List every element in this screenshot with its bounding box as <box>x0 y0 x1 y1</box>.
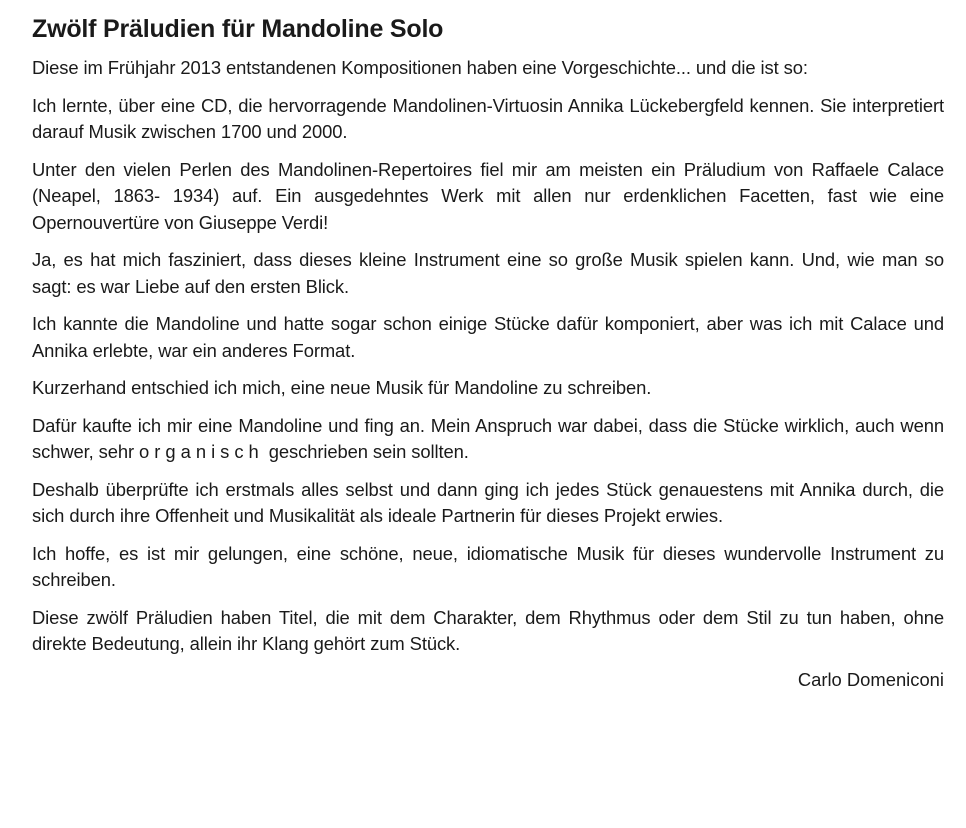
paragraph-titles: Diese zwölf Präludien haben Titel, die mit dem Charakter, dem Rhythmus oder dem Stil zu tun haben, ohne direkte Bedeutung, allein ihr Klang gehört zum Stück. <box>32 606 944 654</box>
paragraph-fascination: Ja, es hat mich fasziniert, dass dieses kleine Instrument eine so große Musik spielen kann. Und, wie man so sagt: es war Liebe auf den ersten Blick. <box>32 249 944 297</box>
author-signature: Carlo Domeniconi <box>797 668 944 690</box>
paragraph-organic <box>32 413 944 466</box>
paragraph-calace: Unter den vielen Perlen des Mandolinen-Repertoires fiel mir am meisten ein Präludium von Raffaele Calace (Neapel, 1863- 1934) auf. Ein ausgedehntes Werk mit allen nur erdenklichen Facetten, fast wie eine Opernouvertüre von Giuseppe Verdi! <box>32 158 944 233</box>
paragraph-intro: Diese im Frühjahr 2013 entstandenen Kompositionen haben eine Vorgeschichte... und die ist so: <box>32 57 808 78</box>
paragraph-review: Deshalb überprüfte ich erstmals alles selbst und dann ging ich jedes Stück genauestens mit Annika durch, die sich durch ihre Offenheit und Musikalität als ideale Partnerin für dieses Projekt erwies. <box>32 478 944 526</box>
spaced-word-organisch: organisch <box>139 441 264 462</box>
paragraph-decision: Kurzerhand entschied ich mich, eine neue Musik für Mandoline zu schreiben. <box>32 377 652 398</box>
paragraph-cd: Ich lernte, über eine CD, die hervorragende Mandolinen-Virtuosin Annika Lückebergfeld kennen. Sie interpretiert darauf Musik zwischen 1700 und 2000. <box>32 94 944 142</box>
paragraph-organic-after: geschrieben sein sollten. <box>263 441 469 462</box>
paragraph-organic-before: Dafür kaufte ich mir eine Mandoline und fing an. Mein Anspruch war dabei, dass die Stücke wirklich, auch wenn schwer, sehr <box>32 414 944 462</box>
document-title: Zwölf Präludien für Mandoline Solo <box>32 15 444 43</box>
paragraph-hope: Ich hoffe, es ist mir gelungen, eine schöne, neue, idiomatische Musik für dieses wundervolle Instrument zu schreiben. <box>32 542 944 590</box>
paragraph-format: Ich kannte die Mandoline und hatte sogar schon einige Stücke dafür komponiert, aber was ich mit Calace und Annika erlebte, war ein anderes Format. <box>32 313 944 361</box>
